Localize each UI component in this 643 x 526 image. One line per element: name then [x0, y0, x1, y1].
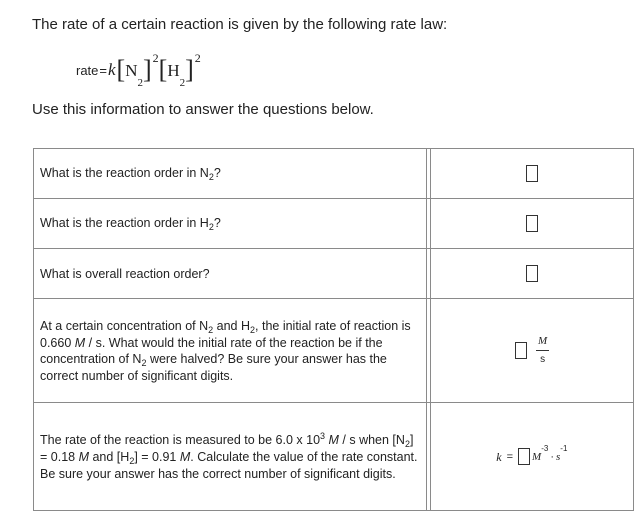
question-row: [34, 249, 634, 299]
answer-rate-constant-input[interactable]: [518, 448, 530, 465]
answer-overall-order-input[interactable]: [526, 265, 538, 282]
equals-sign: =: [99, 62, 107, 78]
unit-fraction: [536, 333, 549, 368]
answer-initial-rate-input[interactable]: [515, 342, 527, 359]
instructions-text: Use this information to answer the questions below.: [32, 101, 374, 118]
unit-molarity: M: [532, 450, 542, 463]
question-row: [34, 403, 634, 511]
molarity-exponent: -3: [541, 443, 549, 453]
seconds-exponent: -1: [560, 443, 568, 453]
question-initial-rate: At a certain concentration of $N_2$ and $H_2$, the initial rate of reaction is 0.660 M / s. What would the initial rate of the reaction be if the concentration of $N_2$ were halved? Be sure your answer has the correct number of significant digits.: [34, 299, 427, 403]
h2-exponent: 2: [194, 51, 201, 65]
question-row: [34, 299, 634, 403]
concentration-h2: [ $H_2$ ] 2: [158, 51, 201, 89]
n2-exponent: 2: [152, 51, 159, 65]
answer-order-h2-input[interactable]: [526, 215, 538, 232]
question-order-h2: What is the reaction order in $H_2$?: [34, 199, 427, 249]
question-order-n2: What is the reaction order in $N_2$?: [34, 149, 427, 199]
rate-constant-symbol: k: [108, 60, 116, 79]
question-row: [34, 149, 634, 199]
concentration-n2: [ $N_2$ ] 2: [116, 51, 159, 89]
intro-text: The rate of a certain reaction is given by the following rate law:: [32, 16, 448, 33]
question-rate-constant: The rate of the reaction is measured to be 6.0 x $10^3$ M / s when $[N_2] = 0.18$ M and $[H_2] = 0.91$ M. Calculate the value of the rate constant. Be sure your answer has the correct number of significant digits.: [34, 403, 427, 511]
rate-label: rate: [76, 62, 99, 78]
question-row: [34, 199, 634, 249]
rate-law-equation: [76, 50, 201, 90]
equals-sign: =: [506, 450, 514, 463]
answer-order-n2-input[interactable]: [526, 165, 538, 182]
questions-table: [33, 148, 634, 511]
question-overall-order: What is overall reaction order?: [34, 249, 427, 299]
k-label: k: [496, 449, 502, 464]
rate-constant-answer: k = M -3 · s -1: [496, 448, 567, 465]
unit-denominator: s: [540, 354, 546, 365]
unit-numerator: M: [536, 333, 549, 351]
unit-seconds: s: [556, 450, 561, 463]
